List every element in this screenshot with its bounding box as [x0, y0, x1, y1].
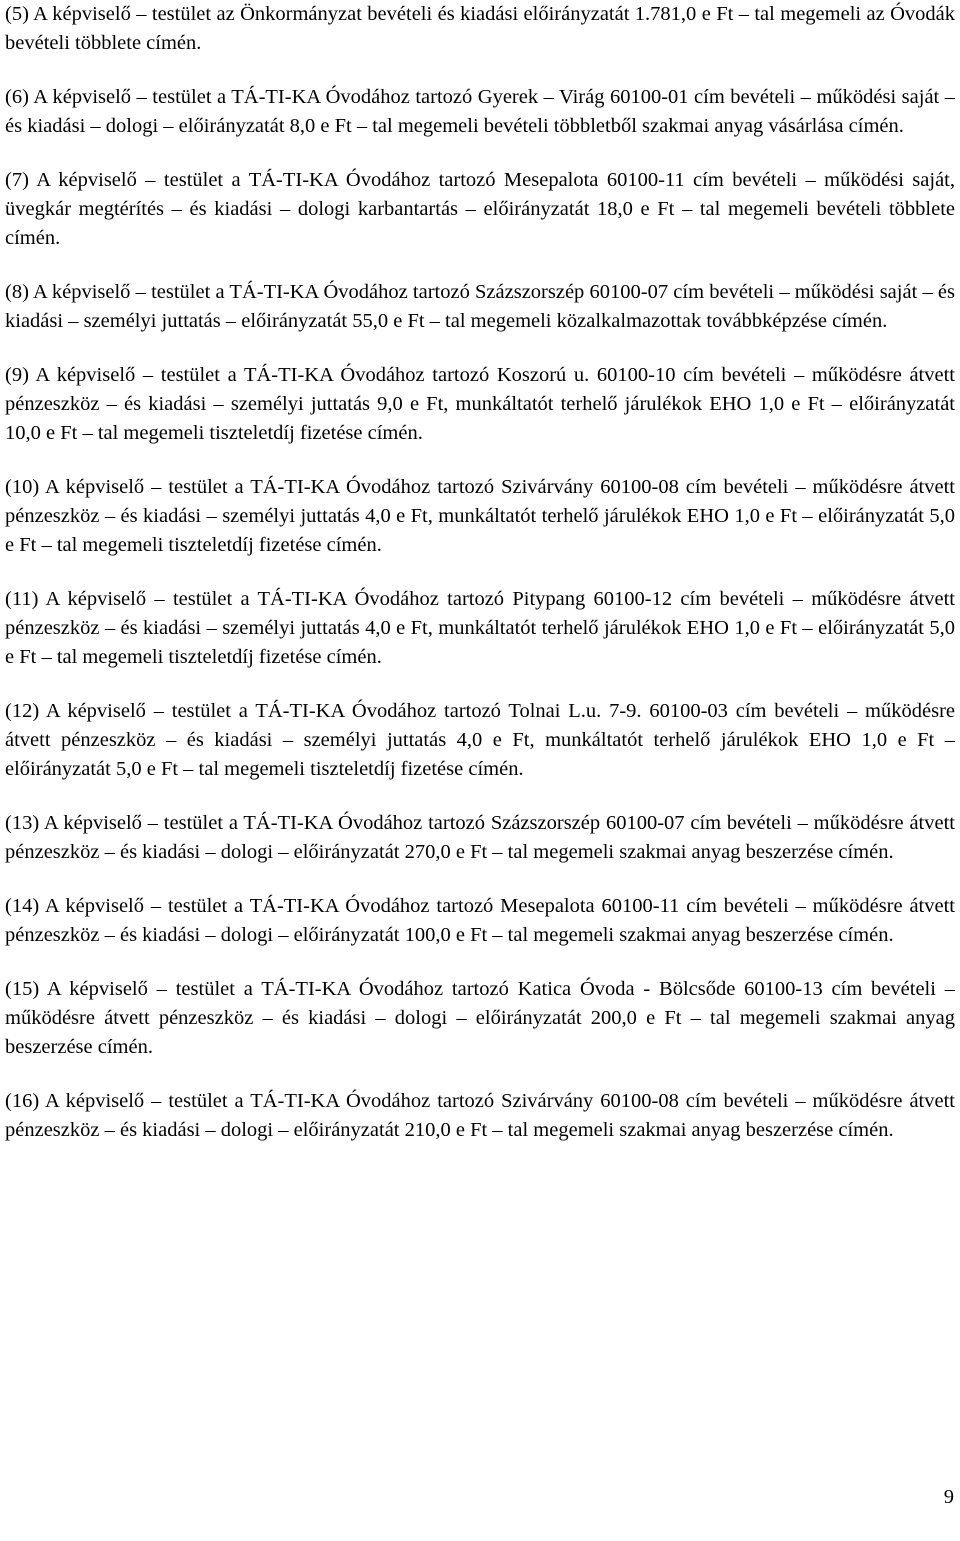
paragraph-7: (7) A képviselő – testület a TÁ-TI-KA Óvodához tartozó Mesepalota 60100-11 cím bevételi – működési saját, üvegkár megtérítés – és kiadási – dologi karbantartás – előirányzatát 18,0 e Ft – tal megemeli bevételi többlete címén. — [5, 169, 955, 249]
paragraph-10: (10) A képviselő – testület a TÁ-TI-KA Óvodához tartozó Szivárvány 60100-08 cím bevételi – működésre átvett pénzeszköz – és kiadási – személyi juttatás 4,0 e Ft, munkáltatót terhelő járulékok EHO 1,0 e Ft – előirányzatát 5,0 e Ft – tal megemeli tiszteletdíj fizetése címén. — [5, 476, 955, 556]
paragraph-6: (6) A képviselő – testület a TÁ-TI-KA Óvodához tartozó Gyerek – Virág 60100-01 cím bevételi – működési saját – és kiadási – dologi – előirányzatát 8,0 e Ft – tal megemeli bevételi többletből szakmai anyag vásárlása címén. — [5, 86, 955, 137]
paragraph-5: (5) A képviselő – testület az Önkormányzat bevételi és kiadási előirányzatát 1.781,0 e Ft – tal megemeli az Óvodák bevételi többlete címén. — [5, 3, 955, 54]
paragraph-14: (14) A képviselő – testület a TÁ-TI-KA Óvodához tartozó Mesepalota 60100-11 cím bevételi – működésre átvett pénzeszköz – és kiadási – dologi – előirányzatát 100,0 e Ft – tal megemeli szakmai anyag beszerzése címén. — [5, 895, 955, 946]
paragraph-9: (9) A képviselő – testület a TÁ-TI-KA Óvodához tartozó Koszorú u. 60100-10 cím bevételi – működésre átvett pénzeszköz – és kiadási – személyi juttatás 9,0 e Ft, munkáltatót terhelő járulékok EHO 1,0 e Ft – előirányzatát 10,0 e Ft – tal megemeli tiszteletdíj fizetése címén. — [5, 364, 955, 444]
paragraph-12: (12) A képviselő – testület a TÁ-TI-KA Óvodához tartozó Tolnai L.u. 7-9. 60100-03 cím bevételi – működésre átvett pénzeszköz – és kiadási – személyi juttatás 4,0 e Ft, munkáltatót terhelő járulékok EHO 1,0 e Ft – előirányzatát 5,0 e Ft – tal megemeli tiszteletdíj fizetése címén. — [5, 700, 955, 780]
paragraph-8: (8) A képviselő – testület a TÁ-TI-KA Óvodához tartozó Százszorszép 60100-07 cím bevételi – működési saját – és kiadási – személyi juttatás – előirányzatát 55,0 e Ft – tal megemeli közalkalmazottak továbbképzése címén. — [5, 281, 955, 332]
paragraph-16: (16) A képviselő – testület a TÁ-TI-KA Óvodához tartozó Szivárvány 60100-08 cím bevételi – működésre átvett pénzeszköz – és kiadási – dologi – előirányzatát 210,0 e Ft – tal megemeli szakmai anyag beszerzése címén. — [5, 1090, 955, 1141]
paragraph-11: (11) A képviselő – testület a TÁ-TI-KA Óvodához tartozó Pitypang 60100-12 cím bevételi – működésre átvett pénzeszköz – és kiadási – személyi juttatás 4,0 e Ft, munkáltatót terhelő járulékok EHO 1,0 e Ft – előirányzatát 5,0 e Ft – tal megemeli tiszteletdíj fizetése címén. — [5, 588, 955, 668]
paragraph-13: (13) A képviselő – testület a TÁ-TI-KA Óvodához tartozó Százszorszép 60100-07 cím bevételi – működésre átvett pénzeszköz – és kiadási – dologi – előirányzatát 270,0 e Ft – tal megemeli szakmai anyag beszerzése címén. — [5, 812, 955, 863]
page-number: 9 — [943, 1486, 954, 1508]
document-page — [5, 0, 955, 1170]
paragraph-15: (15) A képviselő – testület a TÁ-TI-KA Óvodához tartozó Katica Óvoda - Bölcsőde 60100-13 cím bevételi – működésre átvett pénzeszköz – és kiadási – dologi – előirányzatát 200,0 e Ft – tal megemeli szakmai anyag beszerzése címén. — [5, 978, 955, 1058]
